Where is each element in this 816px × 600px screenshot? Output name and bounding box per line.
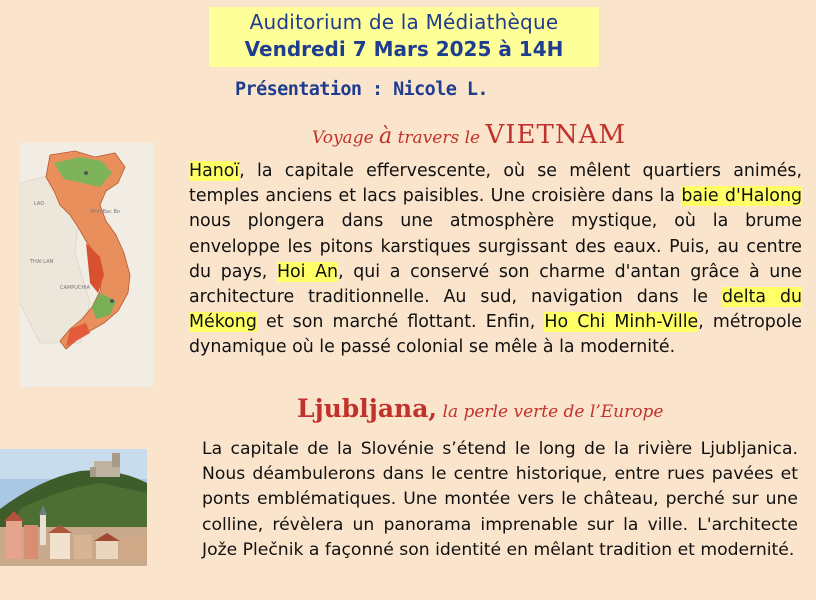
event-date: Vendredi 7 Mars 2025 à 14H [244,37,564,61]
vietnam-text-3: , qui a conservé son charme d'antan grâce à une architecture traditionnelle. Au sud, navigation dans le [189,261,803,308]
vietnam-description [189,159,802,361]
ljubljana-title [297,394,663,423]
svg-text:Vinh Bac Bo: Vinh Bac Bo [90,209,120,215]
venue-label: Auditorium de la Médiathèque [249,10,559,34]
ljubljana-photo-icon [0,449,147,566]
ljubljana-description: La capitale de la Slovénie s’étend le long de la rivière Ljubljanica. Nous déambulerons dans le centre historique, entre rues pavées et ponts emblématiques. Une montée vers le château, perché sur une colline, révèlera un panorama imprenable sur la ville. L'architecte Jože Plečnik a façonné son identité en mêlant tradition et modernité. [202,439,798,560]
highlight-mekong: delta du Mékong [189,287,803,333]
vietnam-title [312,120,626,150]
vietnam-text-5: , métropole dynamique où le passé colonial se mêle à la modernité. [189,312,802,358]
svg-text:LAO: LAO [34,201,45,207]
svg-text:THAI LAN: THAI LAN [30,259,54,265]
presenter-label: Présentation : Nicole L. [235,79,488,100]
vietnam-text-1: , la capitale effervescente, où se mêlent quartiers animés, temples anciens et lacs paisibles. Une croisière dans la [189,161,802,207]
vietnam-map-image [20,143,153,387]
ljubljana-title-subtitle: la perle verte de l’Europe [437,402,664,422]
highlight-hanoi: Hanoï [189,161,240,181]
highlight-halong: baie d'Halong [681,186,802,207]
ljubljana-title-city: Ljubljana, [297,394,438,423]
highlight-hcmc: Ho Chi Minh-Ville [544,312,699,333]
vietnam-title-country: VIETNAM [485,120,627,150]
vietnam-text-2: nous plongera dans une atmosphère mystique, où la brume enveloppe les pitons karstiques surgissant des eaux. Puis, au centre du pays, [189,211,802,282]
vietnam-map-icon [20,143,153,387]
vietnam-title-a: à [379,124,393,149]
svg-text:CAMPUCHIA: CAMPUCHIA [60,285,91,291]
vietnam-title-mid: travers le [392,128,486,148]
ljubljana-castle-photo [0,449,147,566]
highlight-hoian: Hoi An [276,261,339,282]
event-header [209,7,599,67]
vietnam-title-pre: Voyage [312,128,380,148]
vietnam-text-4: et son marché flottant. Enfin, [256,312,545,333]
